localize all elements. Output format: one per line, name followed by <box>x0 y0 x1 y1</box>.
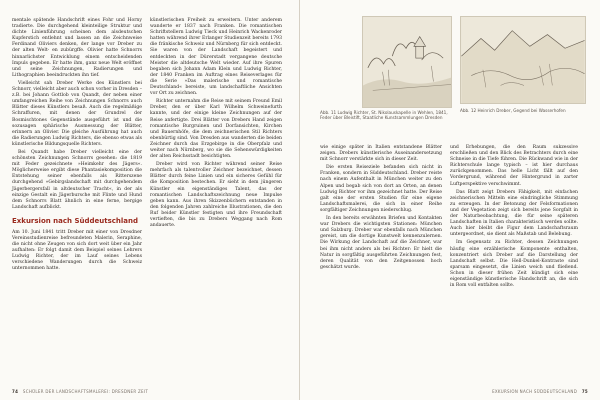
plate-11-image <box>362 16 452 108</box>
running-footer-right <box>492 389 588 394</box>
paragraph: und Erhebungen, die den Raum sukzessive erschließen und den Blick des Betrachters durch eine Schneise in die Tiefe führen. Die Rückwand wie in der Richterschule lange typisch – ist hier durchaus zurückgenommen. Das helle Licht fällt auf den Vordergrund, während der Hintergrund in zarter Luftperspektive verschwimmt. <box>450 145 578 187</box>
landscape-sketch-illustration <box>363 17 451 107</box>
page-number: 75 <box>581 389 588 394</box>
paragraph: mentale spätende Handschrift eines Fohr und Horny tradierte. Die durchgehend kleinteilige Struktur und dichte Linienführung scheinen dem alsdeutschen Kupferstich entlehnt und lassen an die Zeichnweise Ferdinand Oliviers denken, der lange vor Dreber zu der alten Welt- en zubürgffe. Olivier hatte Schnorrs hinnarlichster Entwicklung einem entscheidenden Impuls gegeben. Er hatte ihm, ganz neue Welt eröffnet und seine Zeichnungen, Radierungen und Lithographien beeindruckten ihn tief. <box>12 18 142 78</box>
paragraph: Im Gegensatz zu Richter, dessen Zeichnungen häufig eine erzählerische Komponente enthalten, konzentriert sich Dreber auf die Darstellung der Landschaft selbst. Die Hell-Dunkel-Kontraste sind sparsam eingesetzt, die Linien weich und fließend. Schon in dieser frühen Zeit kündigt sich eine eigenständige künstlerische Handschrift an, die sich in Rom voll entfalten sollte. <box>450 240 578 289</box>
left-column-2 <box>150 18 282 383</box>
paragraph: Dreber wird von Richter während seiner Reise mehrfach als talentvoller Zeichner bezeichnet, dessen Blätter durch feine Linien und ein sicheres Gefühl für die Komposition bestechen. Er sieht in dem jüngeren Künstler ein eigenständiges Talent, das der romantischen Landschaftszeichnung neue Impulse geben kann. Aus ihren Skizzenbüchern entstanden in den folgenden Jahren zahlreiche Illustrationen, die den Ruf beider Künstler festigten und ihre Freundschaft vertieften, die bis zu Drebers Weggang nach Rom andauerte. <box>150 162 282 229</box>
paragraph: Am 10. Juni 1841 tritt Dreber mit einer von Dresdner Vereinsstudienreise befreundeten Malerin, Seraphine, die nicht ohne Zeugen von sich dort weit über ein Jahr aufhalten: Er folgt damit dem Beispiel seines Lehrers Ludwig Richter, der im Lauf seines Lebens verschiedene Wanderungen durch die Schweiz unternommen hatte. <box>12 229 142 272</box>
paragraph: Das Blatt zeigt Drebers Fähigkeit, mit einfachen zeichnerischen Mitteln eine eindringliche Stimmung zu erzeugen. In der Betonung der Felsformationen und der Vegetation zeigt sich bereits jene Sorgfalt in der Naturbeobachtung, die für seine späteren Landschaften in Italien charakteristisch werden sollte. Auch hier bleibt die Figur dem Landschaftsraum untergeordnet, sie dient als Maßstab und Belebung. <box>450 189 578 238</box>
running-footer-left <box>12 389 148 394</box>
plate-12-image <box>460 16 586 104</box>
right-column-2 <box>450 145 578 385</box>
paragraph: Richter unternahm die Reise mit seinem Freund Emil Dreber, den er über Karl Wilhelm Schweinefurth kannte, und der einige kleine Zeichnungen auf der Reise anfertigte. Drei Blätter von Drebers Hand zeigen romantische Burgruinen und Dorfansichten, Kirchen und Bauernhöfe, die dem zeichnerischen Stil Richters ebenbürtig sind. Von Dresden aus wanderten die beiden Zeichner durch das Erzgebirge in die Oberpfalz und weiter nach Nürnberg, wo sie die Sehenswürdigkeiten der alten Reichsstadt besichtigten. <box>150 99 282 160</box>
figure-caption: Abb. 11 Ludwig Richter, St. Nikolauskapelle in Wehlen, 1841, Feder über Bleistift, Staatliche Kunstsammlungen Dresden <box>320 110 448 121</box>
paragraph: künstlerischen Freiheit zu erweitern. Unter anderem wanderte er 1837 nach Franken. Die romantischen Schriftstellern Ludwig Tieck und Heinrich Wackenroder hatten während ihrer Erlanger Studienzeit bereits 1793 die fränkische Schweiz und Nürnberg für sich entdeckt. Sie waren von der Landschaft begeistert und entdeckten in der Dürerstadt vergangene deutsche Meister die altdeutsche Welt wieder. Auf ihre Spuren begaben sich Johann Adam Klein und Ludwig Richter, der 1840 Franken im Auftrag eines Reiseverlages für die Serie »Das malerische und romantische Deutschland« bereiste, um landschaftliche Ansichten vor Ort zu zeichnen. <box>150 18 282 97</box>
paragraph: wie einige später in Italien entstandene Blätter zeigen. Drebers künstlerische Auseinandersetzung mit Schnorr verstärkte sich in dieser Zeit. <box>320 145 442 163</box>
running-head: SCHÜLER DER LANDSCHAFTSMALEREI: DRESDNER ZEIT <box>22 389 149 394</box>
running-head: EXKURSION NACH SÜDDEUTSCHLAND <box>492 389 578 394</box>
page-number: 74 <box>12 389 19 394</box>
section-heading: Exkursion nach Süddeutschland <box>12 216 138 225</box>
paragraph: Die ersten Reiseziele befanden sich nicht in Franken, sondern in Süddeutschland. Dreber reiste nach einem Aufenthalt in München weiter zu den Alpen und begab sich von dort an Orten, an denen Ludwig Richter vor ihm gezeichnet hatte. Der Reise galt eine der ersten Studien für eine eigene Landschaftsmalerei, die sich in einer Reihe sorgfältiger Zeichnungen niederschlug. <box>320 165 442 213</box>
right-column-1 <box>320 145 442 385</box>
left-column-1 <box>12 18 142 383</box>
figure-caption: Abb. 12 Heinrich Dreber, Gegend bei Wasserhofen <box>460 108 566 113</box>
mountain-valley-drawing <box>461 17 585 103</box>
paragraph: Vielleicht sah Dreber Werke des Künstlers bei Schnorr, vielleicht aber auch schon vorher in Dresden – z.B. bei Johann Gottlob von Quandt, der neben einer umfangreichen Reihe von Zeichnungen Schnorrs auch Blätter dieses Künstlers besaß. Auch die regelmäßige Schraffuren, mit denen der Grundrel der Bosmischtones Gegenstände ausgeführt ist und die sozusagen sphärische Ausmessung der Blätter, erinnern an Olivier. Die gleiche Ausführung hat auch die Radierungen Ludwig Richters, die ebenso etwas als künstlerische Bildungsquelle Richters. <box>12 80 142 147</box>
paragraph: In den bereits erwähnten Briefen und Kontakten war Drebers die wichtigsten Stationen: München und Salzburg. Dreber war ebenfalls nach München gereist, um die dortige Kunstwelt kennenzulernen. Die Wirkung der Landschaft auf die Zeichner, war bei ihm nicht anders als bei Richter: Er hielt die Natur in sorgfältig ausgeführten Zeichnungen fest, deren Qualität von den Zeitgenossen hoch geschätzt wurde. <box>320 216 442 270</box>
paragraph: Bei Quandt habe Dreber vielleicht eine der schönsten Zeichnungen Schnorrs gesehen: die 1819 mit Feder gezeichnete »Heimkehr des Jägers«. Möglicherweise ergibt diese Phantasiekomposition die Entstehung seiner ebenfalls als Ritterszene durchgehend »Gebirgslandschaft mit durchgehendem Jägerbergersfall in altdeutscher Tracht«, in der als einzige Gestalt ein Jägerbursche mit Flinte und Hund dem Schnorrs Blatt ähnlich in eine ferne, bergige Landschaft aufblickt. <box>12 149 142 210</box>
